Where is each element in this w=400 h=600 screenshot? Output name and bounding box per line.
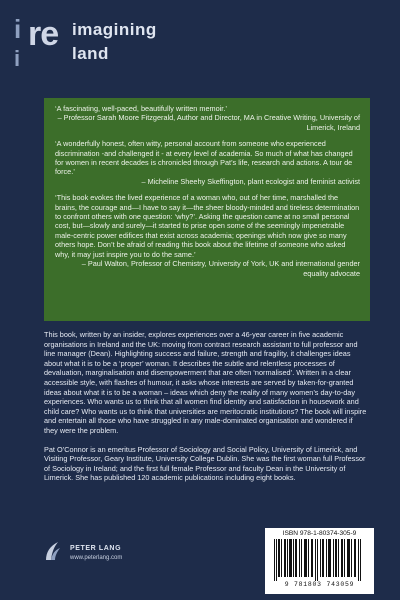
series-logo [14,10,214,70]
endorsement-quote [55,193,360,278]
publisher-url: www.peterlang.com [70,555,123,561]
barcode-digits: 9 781803 743059 [284,581,355,588]
endorsement-quote [55,104,360,132]
quote-text: ‘A fascinating, well-paced, beautifully written memoir.’ [55,104,227,113]
quote-attribution: – Micheline Sheehy Skeffington, plant ecologist and feminist activist [141,176,360,186]
quote-text: ‘This book evokes the lived experience of a woman who, out of her time, marshalled the brains, the courage and—I have to say it—the sheer bloody-minded and tireless determination to confront others with one question: ‘why?’. Asking the question came at no small personal cost, but—slowly and surely—it started to prise open some of the seemingly impenetrable male-centric power edifices that exist across academia; openings which now give so many others hope. Don’t be afraid of reading this book about the lifetime of someone who asked why, it may just inspire you to do the same.’ [55,193,360,259]
logo-line-land: land [72,44,109,63]
endorsements-box [44,98,370,321]
logo-re: re [28,15,59,53]
peter-lang-icon [42,540,62,562]
isbn-label: ISBN 978-1-80374-305-9 [282,530,357,537]
quote-text: ‘A wonderfully honest, often witty, personal account from someone who experienced discrimination -and challenged it - at every level of academia. So much of what has changed for women in recent decades is chronicled through Pat’s life, research and actions. A tour de force.’ [55,139,353,177]
blurb-paragraph: This book, written by an insider, explores experiences over a 46-year career in five academic organisations in Ireland and the UK: moving from contract research assistant to full professor and line manager (Dean). Highlighting success and failure, strength and fragility, it challenges ideas about what it is to be a ‘proper’ woman. It describes the subtle and relentless processes of devaluation, marginalisation and disempowerment that are often ‘normalised’. Written in a clear accessible style, with flashes of humour, it asks whose interests are served by taken-for-granted ideas about what it is to be a woman – ideas which deny the reality of many women’s day-to-day experiences. Who wants us to think that all women find identity and satisfaction in housework and child care? Who wants us to think that universities are meritocratic institutions? The book will inspire and entertain all those who have struggled in any male-dominated organisation and wondered if they were the problem. [44,330,367,435]
logo-letter-i-top: i [14,14,21,44]
logo-letter-i-bottom: i [14,46,20,71]
barcode-bars [272,539,367,581]
logo-line-imagining: imagining [72,20,157,39]
author-bio-paragraph: Pat O’Connor is an emeritus Professor of Sociology and Social Policy, University of Limerick, and Visiting Professor, Geary Institute, University College Dublin. She was the first woman full Professor of Sociology in Ireland; and the first full female Professor and faculty Dean in the University of Limerick. She has published 120 academic publications including eight books. [44,444,366,483]
book-description [44,330,368,492]
isbn-barcode [265,528,374,594]
endorsement-quote [55,139,360,186]
quote-attribution: – Professor Sarah Moore Fitzgerald, Author and Director, MA in Creative Writing, University of Limerick, Ireland [57,113,360,132]
publisher-name: PETER LANG [70,545,122,552]
publisher-logo [42,540,152,570]
quote-attribution: – Paul Walton, Professor of Chemistry, University of York, UK and international gender equality advocate [81,259,360,278]
